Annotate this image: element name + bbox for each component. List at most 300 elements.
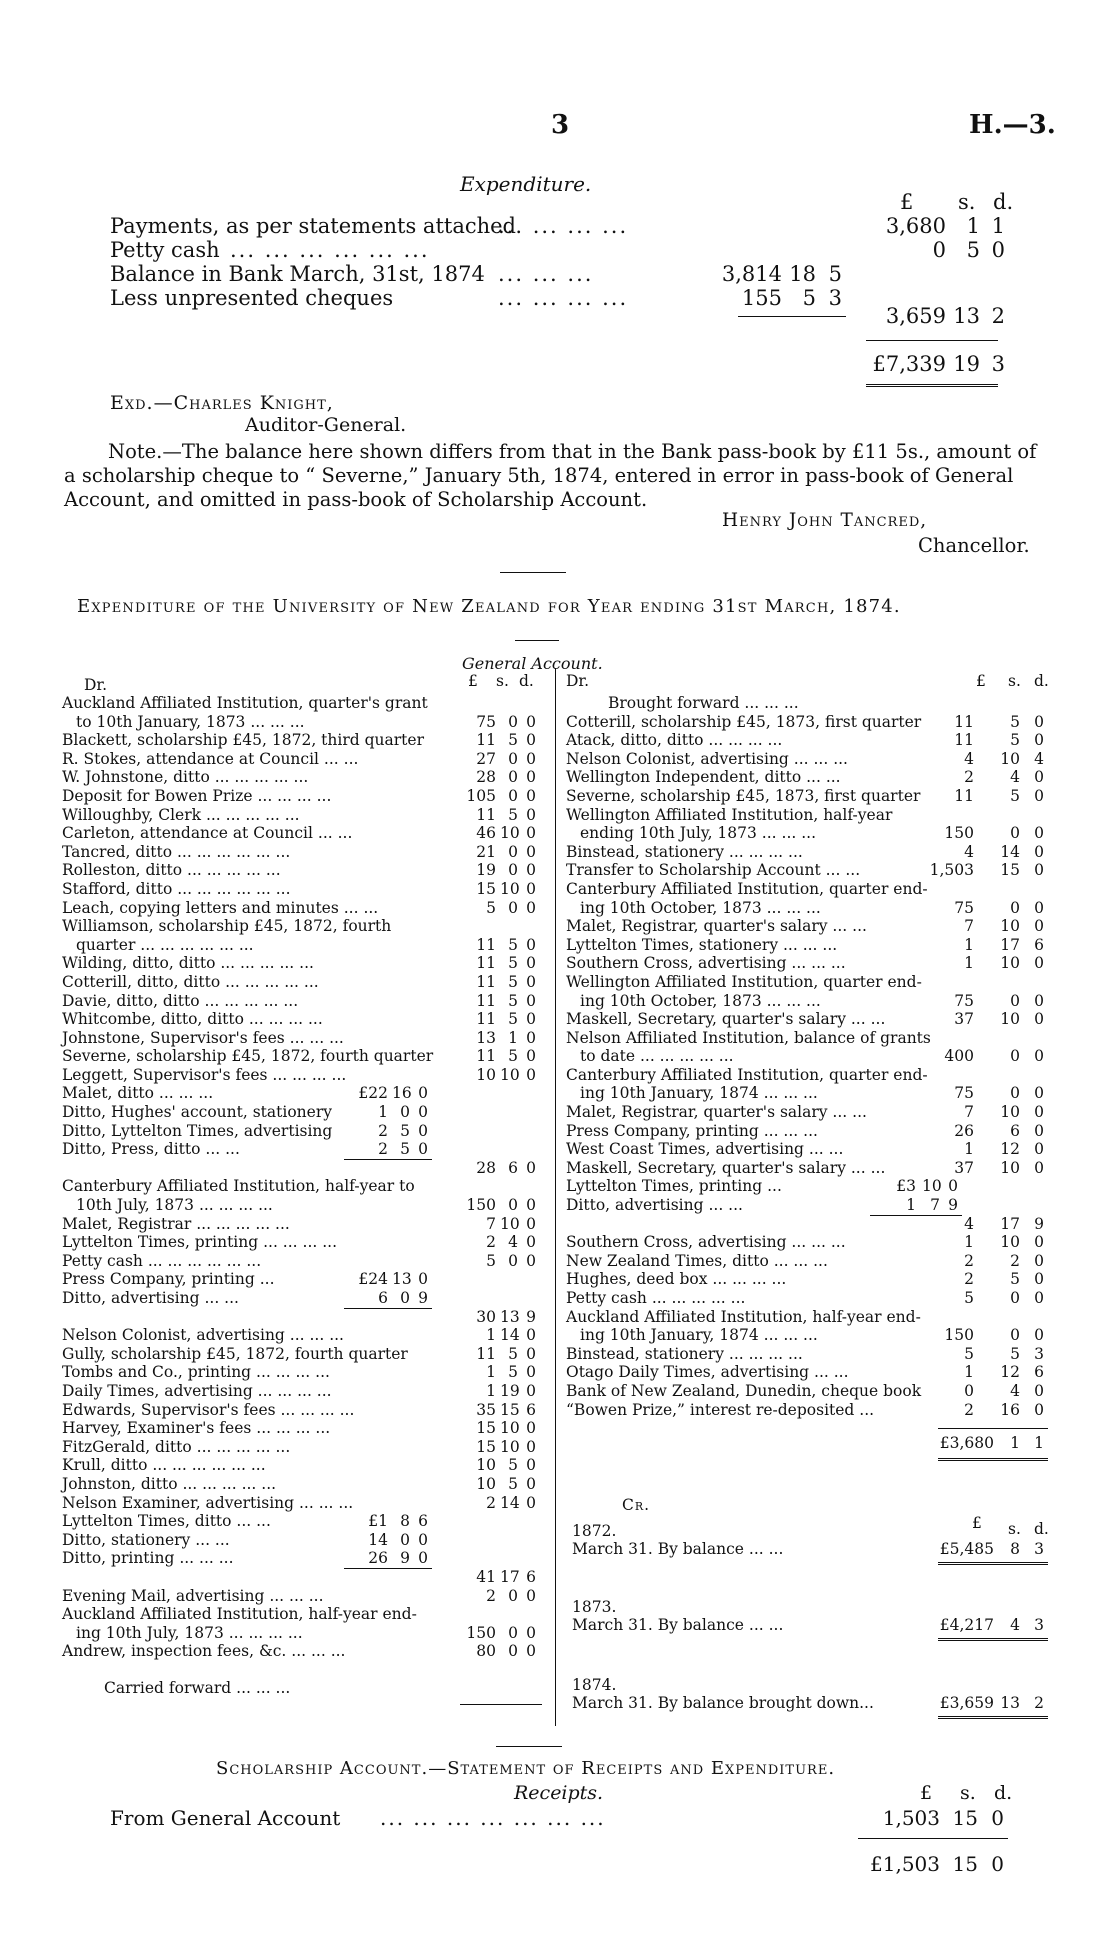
left-ledger-row bbox=[62, 1047, 542, 1066]
scholarship-item-label: From General Account bbox=[110, 1806, 341, 1830]
left-head-pence: d. bbox=[519, 672, 534, 690]
left-row-pence: 0 bbox=[526, 1196, 536, 1215]
left-row-pounds: 11 bbox=[476, 805, 496, 824]
note-line-1: Note.—The balance here shown differs from that in the Bank pass-book by £11 5s., amount of bbox=[108, 440, 1037, 463]
expenditure-title: Expenditure. bbox=[460, 172, 592, 196]
right-row-label: Canterbury Affiliated Institution, quarter end- bbox=[566, 879, 928, 898]
right-ledger-row bbox=[566, 973, 1056, 992]
right-row-shillings: 6 bbox=[1010, 1121, 1020, 1140]
right-row-shillings: 4 bbox=[1010, 1381, 1020, 1400]
left-ledger-row bbox=[62, 806, 542, 825]
right-ledger-row bbox=[566, 1177, 1056, 1196]
left-ledger-row bbox=[62, 694, 542, 713]
left-ledger-row bbox=[62, 1531, 542, 1550]
right-ledger-row bbox=[566, 731, 1056, 750]
left-ledger-row bbox=[62, 1289, 542, 1308]
left-row-pounds: 30 bbox=[476, 1307, 496, 1326]
left-row-label: Blackett, scholarship £45, 1872, third quarter bbox=[62, 731, 424, 750]
left-row-pounds: 75 bbox=[476, 712, 496, 731]
left-row-label: Malet, ditto ... ... ... bbox=[62, 1084, 214, 1103]
right-row-sub-pence: 0 bbox=[948, 1177, 958, 1196]
right-row-pounds: 7 bbox=[964, 917, 974, 936]
expenditure-sub-shillings: 18 bbox=[789, 262, 816, 286]
right-row-label: ing 10th January, 1874 ... ... ... bbox=[580, 1084, 818, 1103]
left-row-pounds: 11 bbox=[476, 1010, 496, 1029]
scholarship-item-pence: 0 bbox=[991, 1806, 1004, 1830]
right-total-double-rule bbox=[938, 1458, 1048, 1461]
balance-year: 1873. bbox=[572, 1598, 617, 1616]
title-rule bbox=[515, 640, 559, 641]
left-row-pence: 0 bbox=[526, 1437, 536, 1456]
right-ledger-row bbox=[566, 899, 1056, 918]
left-row-pence: 0 bbox=[526, 1456, 536, 1475]
right-row-shillings: 0 bbox=[1010, 1047, 1020, 1066]
left-row-label: Nelson Examiner, advertising ... ... ... bbox=[62, 1493, 354, 1512]
scholarship-divider bbox=[496, 1746, 562, 1747]
left-ledger-row bbox=[62, 1512, 542, 1531]
left-ledger-row bbox=[62, 1363, 542, 1382]
left-row-shillings: 0 bbox=[508, 898, 518, 917]
right-row-shillings: 10 bbox=[1000, 1103, 1020, 1122]
left-row-label: Auckland Affiliated Institution, half-year end- bbox=[62, 1605, 417, 1624]
left-row-shillings: 0 bbox=[508, 1586, 518, 1605]
left-ledger-row bbox=[62, 880, 542, 899]
left-ledger-row bbox=[62, 731, 542, 750]
left-row-label: Deposit for Bowen Prize ... ... ... ... bbox=[62, 786, 332, 805]
document-ref: H.—3. bbox=[969, 110, 1056, 140]
right-row-label: Malet, Registrar, quarter's salary ... ... bbox=[566, 917, 867, 936]
right-row-shillings: 0 bbox=[1010, 824, 1020, 843]
left-row-pounds: 2 bbox=[486, 1493, 496, 1512]
left-row-pounds: 5 bbox=[486, 898, 496, 917]
right-ledger-row bbox=[566, 713, 1056, 732]
right-ledger-row bbox=[566, 1270, 1056, 1289]
left-row-pence: 0 bbox=[526, 1065, 536, 1084]
right-ledger-row bbox=[566, 806, 1056, 825]
right-row-label: “Bowen Prize,” interest re-deposited ... bbox=[566, 1400, 875, 1419]
left-row-label: Nelson Colonist, advertising ... ... ... bbox=[62, 1326, 344, 1345]
total-shillings: 19 bbox=[953, 352, 980, 376]
right-row-label: Cotterill, scholarship £45, 1873, first quarter bbox=[566, 712, 922, 731]
left-row-pence: 0 bbox=[526, 1233, 536, 1252]
left-row-shillings: 5 bbox=[508, 805, 518, 824]
right-row-label: Transfer to Scholarship Account ... ... bbox=[566, 861, 861, 880]
left-row-sub-pounds: £24 bbox=[358, 1270, 388, 1289]
left-row-shillings: 0 bbox=[508, 768, 518, 787]
right-row-pence: 0 bbox=[1034, 1047, 1044, 1066]
left-row-sub-pence: 0 bbox=[418, 1103, 428, 1122]
left-row-shillings: 0 bbox=[508, 842, 518, 861]
left-ledger-row bbox=[62, 992, 542, 1011]
left-row-shillings: 10 bbox=[500, 1437, 520, 1456]
left-row-pence: 9 bbox=[526, 1307, 536, 1326]
expenditure-item-label: Petty cash bbox=[110, 238, 220, 262]
left-ledger-row bbox=[62, 1159, 542, 1178]
balance-pounds: 3,659 bbox=[885, 304, 946, 328]
left-row-pence: 0 bbox=[526, 1251, 536, 1270]
left-row-sub-pence: 0 bbox=[418, 1549, 428, 1568]
left-row-pence: 0 bbox=[526, 861, 536, 880]
left-row-label: to 10th January, 1873 ... ... ... bbox=[76, 712, 305, 731]
left-row-shillings: 0 bbox=[508, 1196, 518, 1215]
left-ledger-row bbox=[62, 1661, 542, 1680]
right-row-label: Petty cash ... ... ... ... ... bbox=[566, 1289, 746, 1307]
left-row-pence: 0 bbox=[526, 898, 536, 917]
left-row-label: Willoughby, Clerk ... ... ... ... ... bbox=[62, 805, 300, 824]
left-row-sub-shillings: 9 bbox=[400, 1549, 410, 1568]
left-row-pounds: 11 bbox=[476, 991, 496, 1010]
right-row-pence: 0 bbox=[1034, 1103, 1044, 1122]
cr-head-pounds: £ bbox=[972, 1514, 982, 1532]
left-row-pence: 0 bbox=[526, 1158, 536, 1177]
left-row-pounds: 1 bbox=[486, 1381, 496, 1400]
left-row-pounds: 35 bbox=[476, 1400, 496, 1419]
left-row-shillings: 0 bbox=[508, 712, 518, 731]
right-row-shillings: 0 bbox=[1010, 1326, 1020, 1345]
right-row-pounds: 5 bbox=[964, 1289, 974, 1307]
expenditure-sub-pounds: 3,814 bbox=[721, 262, 782, 286]
left-row-label: R. Stokes, attendance at Council ... ... bbox=[62, 749, 359, 768]
right-head-shillings: s. bbox=[1008, 672, 1021, 690]
right-row-pence: 0 bbox=[1034, 1270, 1044, 1289]
right-row-label: ing 10th October, 1873 ... ... ... bbox=[580, 898, 821, 917]
left-ledger-row bbox=[62, 843, 542, 862]
left-row-label: quarter ... ... ... ... ... ... bbox=[76, 935, 254, 954]
right-ledger-row bbox=[566, 1084, 1056, 1103]
left-row-sub-shillings: 5 bbox=[400, 1140, 410, 1159]
expenditure-item-shillings: 1 bbox=[966, 214, 980, 238]
right-row-label: Hughes, deed box ... ... ... ... bbox=[566, 1270, 787, 1289]
right-row-label: Binstead, stationery ... ... ... ... bbox=[566, 842, 803, 861]
left-row-pence: 0 bbox=[526, 1028, 536, 1047]
right-row-pence: 0 bbox=[1034, 1084, 1044, 1103]
right-row-pence: 0 bbox=[1034, 1158, 1044, 1177]
left-row-pence: 0 bbox=[526, 991, 536, 1010]
right-row-shillings: 10 bbox=[1000, 1010, 1020, 1029]
right-row-pounds: 150 bbox=[944, 824, 974, 843]
right-row-shillings: 16 bbox=[1000, 1400, 1020, 1419]
section-divider bbox=[500, 572, 566, 573]
right-row-pence: 0 bbox=[1034, 786, 1044, 805]
left-row-sub-pence: 0 bbox=[418, 1121, 428, 1140]
left-row-label: Ditto, stationery ... ... bbox=[62, 1530, 230, 1549]
left-row-label: Wilding, ditto, ditto ... ... ... ... ... bbox=[62, 954, 314, 973]
left-row-shillings: 13 bbox=[500, 1307, 520, 1326]
left-row-label: Gully, scholarship £45, 1872, fourth quarter bbox=[62, 1344, 408, 1363]
right-row-label: Southern Cross, advertising ... ... ... bbox=[566, 1233, 846, 1252]
left-row-label: Daily Times, advertising ... ... ... ... bbox=[62, 1381, 332, 1400]
right-row-shillings: 4 bbox=[1010, 768, 1020, 787]
right-ledger-row bbox=[566, 992, 1056, 1011]
right-row-label: Bank of New Zealand, Dunedin, cheque book bbox=[566, 1381, 922, 1400]
right-row-shillings: 2 bbox=[1010, 1251, 1020, 1270]
left-row-shillings: 6 bbox=[508, 1158, 518, 1177]
left-row-sub-pence: 0 bbox=[418, 1270, 428, 1289]
left-row-sub-shillings: 8 bbox=[400, 1512, 410, 1531]
left-ledger-row bbox=[62, 1029, 542, 1048]
expenditure-item-dots: ... ... ... bbox=[498, 262, 594, 286]
left-row-label: Carleton, attendance at Council ... ... bbox=[62, 824, 353, 843]
right-head-pence: d. bbox=[1034, 672, 1049, 690]
right-ledger-row bbox=[566, 694, 1056, 713]
right-row-label: West Coast Times, advertising ... ... bbox=[566, 1140, 844, 1159]
left-row-shillings: 5 bbox=[508, 1474, 518, 1493]
left-row-label: Leach, copying letters and minutes ... ... bbox=[62, 898, 379, 917]
left-row-pounds: 19 bbox=[476, 861, 496, 880]
balance-shillings: 8 bbox=[1010, 1540, 1020, 1558]
right-row-shillings: 12 bbox=[1000, 1140, 1020, 1159]
left-row-shillings: 14 bbox=[500, 1326, 520, 1345]
right-ledger-row bbox=[566, 787, 1056, 806]
right-row-pounds: 37 bbox=[954, 1158, 974, 1177]
left-row-sub-shillings: 0 bbox=[400, 1103, 410, 1122]
right-ledger-row bbox=[566, 1363, 1056, 1382]
left-row-shillings: 5 bbox=[508, 1456, 518, 1475]
left-row-sub-pence: 0 bbox=[418, 1084, 428, 1103]
right-head-pounds: £ bbox=[976, 672, 986, 690]
left-row-shillings: 5 bbox=[508, 1010, 518, 1029]
left-row-pounds: 1 bbox=[486, 1326, 496, 1345]
left-ledger-row bbox=[62, 1103, 542, 1122]
left-row-shillings: 0 bbox=[508, 749, 518, 768]
left-row-label: Evening Mail, advertising ... ... ... bbox=[62, 1586, 324, 1605]
right-row-shillings: 5 bbox=[1010, 712, 1020, 731]
left-row-pounds: 11 bbox=[476, 731, 496, 750]
left-row-pounds: 11 bbox=[476, 954, 496, 973]
left-ledger-row bbox=[62, 861, 542, 880]
right-row-pounds: 4 bbox=[964, 842, 974, 861]
right-ledger-row bbox=[566, 750, 1056, 769]
right-row-sub-pence: 9 bbox=[948, 1196, 958, 1215]
left-row-shillings: 14 bbox=[500, 1493, 520, 1512]
left-row-pence: 0 bbox=[526, 1010, 536, 1029]
right-ledger-row bbox=[566, 917, 1056, 936]
right-row-pence: 0 bbox=[1034, 861, 1044, 880]
left-row-pence: 0 bbox=[526, 954, 536, 973]
left-row-sub-pounds: 2 bbox=[378, 1121, 388, 1140]
scholarship-item-shillings: 15 bbox=[952, 1806, 978, 1830]
right-row-shillings: 0 bbox=[1010, 898, 1020, 917]
left-row-label: Krull, ditto ... ... ... ... ... ... bbox=[62, 1456, 266, 1475]
left-row-pounds: 105 bbox=[466, 786, 496, 805]
left-row-pounds: 11 bbox=[476, 972, 496, 991]
left-ledger-row bbox=[62, 1642, 542, 1661]
right-row-pounds: 4 bbox=[964, 1214, 974, 1233]
left-row-pence: 0 bbox=[526, 1326, 536, 1345]
left-row-label: Stafford, ditto ... ... ... ... ... ... bbox=[62, 879, 291, 898]
left-ledger-row bbox=[62, 1624, 542, 1643]
right-row-pence: 4 bbox=[1034, 749, 1044, 768]
expenditure-item-pounds: 0 bbox=[932, 238, 946, 262]
col-head-shillings: s. bbox=[958, 190, 976, 214]
left-row-sub-pence: 0 bbox=[418, 1530, 428, 1549]
right-ledger-row bbox=[566, 861, 1056, 880]
right-row-label: Otago Daily Times, advertising ... ... bbox=[566, 1363, 849, 1382]
left-row-shillings: 0 bbox=[508, 1623, 518, 1642]
right-row-label: Lyttelton Times, stationery ... ... ... bbox=[566, 935, 838, 954]
left-row-pounds: 80 bbox=[476, 1642, 496, 1661]
right-row-shillings: 10 bbox=[1000, 954, 1020, 973]
left-ledger-row bbox=[62, 750, 542, 769]
right-row-label: Lyttelton Times, printing ... bbox=[566, 1177, 782, 1196]
left-row-pounds: 11 bbox=[476, 1047, 496, 1066]
right-dr-label: Dr. bbox=[566, 672, 590, 690]
left-row-label: ing 10th July, 1873 ... ... ... ... bbox=[76, 1623, 303, 1642]
right-row-pence: 0 bbox=[1034, 898, 1044, 917]
left-ledger-row bbox=[62, 768, 542, 787]
left-row-pounds: 13 bbox=[476, 1028, 496, 1047]
left-ledger bbox=[62, 694, 542, 1698]
left-ledger-row bbox=[62, 1196, 542, 1215]
cr-head-shillings: s. bbox=[1008, 1520, 1021, 1538]
right-row-pounds: 5 bbox=[964, 1344, 974, 1363]
left-row-shillings: 15 bbox=[500, 1400, 520, 1419]
right-row-pounds: 75 bbox=[954, 991, 974, 1010]
right-row-pounds: 1 bbox=[964, 954, 974, 973]
left-row-pounds: 28 bbox=[476, 1158, 496, 1177]
left-ledger-row bbox=[62, 824, 542, 843]
scholarship-item-dots: ... ... ... ... ... ... ... bbox=[380, 1806, 606, 1830]
left-row-shillings: 4 bbox=[508, 1233, 518, 1252]
left-row-label: 10th July, 1873 ... ... ... ... bbox=[76, 1196, 273, 1215]
left-row-shillings: 5 bbox=[508, 935, 518, 954]
left-row-pence: 0 bbox=[526, 1381, 536, 1400]
left-ledger-row bbox=[62, 1140, 542, 1159]
right-row-pence: 0 bbox=[1034, 1289, 1044, 1307]
right-ledger-row bbox=[566, 1122, 1056, 1141]
right-row-pence: 0 bbox=[1034, 991, 1044, 1010]
note-line-2: a scholarship cheque to “ Severne,” January 5th, 1874, entered in error in pass-book of General bbox=[64, 464, 1014, 487]
left-row-pounds: 10 bbox=[476, 1065, 496, 1084]
right-row-label: Nelson Affiliated Institution, balance of grants bbox=[566, 1028, 931, 1047]
left-row-shillings: 0 bbox=[508, 1251, 518, 1270]
left-row-pounds: 15 bbox=[476, 1419, 496, 1438]
right-row-pounds: 1 bbox=[964, 1140, 974, 1159]
cr-label: Cr. bbox=[622, 1496, 651, 1514]
subtotal-rule bbox=[738, 316, 846, 317]
left-row-shillings: 5 bbox=[508, 731, 518, 750]
col-head-pounds: £ bbox=[900, 190, 914, 214]
right-row-label: Wellington Independent, ditto ... ... bbox=[566, 768, 841, 787]
left-row-sub-pounds: £1 bbox=[368, 1512, 388, 1531]
left-row-label: Lyttelton Times, ditto ... ... bbox=[62, 1512, 271, 1531]
left-row-pence: 0 bbox=[526, 1642, 536, 1661]
balance-pounds: £3,659 bbox=[939, 1694, 994, 1712]
left-row-pence: 0 bbox=[526, 712, 536, 731]
left-row-label: Press Company, printing ... bbox=[62, 1270, 275, 1289]
right-row-pounds: 11 bbox=[954, 786, 974, 805]
right-row-pence: 0 bbox=[1034, 917, 1044, 936]
scholarship-total-rule bbox=[858, 1838, 1008, 1839]
right-row-pence: 0 bbox=[1034, 1010, 1044, 1029]
left-ledger-row bbox=[62, 1587, 542, 1606]
left-ledger-row bbox=[62, 1382, 542, 1401]
right-row-pence: 0 bbox=[1034, 1381, 1044, 1400]
left-row-label: Johnston, ditto ... ... ... ... ... bbox=[62, 1474, 277, 1493]
left-row-label: Severne, scholarship £45, 1872, fourth quarter bbox=[62, 1047, 434, 1066]
balance-pence: 3 bbox=[1034, 1540, 1044, 1558]
right-row-shillings: 5 bbox=[1010, 731, 1020, 750]
left-row-pounds: 10 bbox=[476, 1474, 496, 1493]
expenditure-item-pence: 0 bbox=[991, 238, 1005, 262]
left-head-pounds: £ bbox=[468, 672, 478, 690]
left-ledger-row bbox=[62, 1308, 542, 1327]
right-row-pounds: 150 bbox=[944, 1326, 974, 1345]
right-row-pence: 0 bbox=[1034, 1400, 1044, 1419]
right-row-pounds: 1 bbox=[964, 1233, 974, 1252]
right-row-pounds: 1 bbox=[964, 1363, 974, 1382]
total-double-rule bbox=[866, 384, 998, 387]
left-row-shillings: 5 bbox=[508, 1344, 518, 1363]
note-line-3: Account, and omitted in pass-book of Scholarship Account. bbox=[64, 488, 648, 511]
left-row-pounds: 150 bbox=[466, 1623, 496, 1642]
right-row-label: Binstead, stationery ... ... ... ... bbox=[566, 1344, 803, 1363]
left-row-pounds: 28 bbox=[476, 768, 496, 787]
left-row-sub-pounds: 2 bbox=[378, 1140, 388, 1159]
left-ledger-row bbox=[62, 1233, 542, 1252]
right-ledger-row bbox=[566, 1010, 1056, 1029]
left-ledger-row bbox=[62, 1122, 542, 1141]
right-ledger-row bbox=[566, 843, 1056, 862]
left-ledger-row bbox=[62, 1438, 542, 1457]
left-row-pence: 0 bbox=[526, 824, 536, 843]
right-ledger-row bbox=[566, 1326, 1056, 1345]
balance-pence: 3 bbox=[1034, 1616, 1044, 1634]
right-ledger-row bbox=[566, 1159, 1056, 1178]
right-total-pounds: £3,680 bbox=[939, 1434, 994, 1452]
balance-shillings: 13 bbox=[953, 304, 980, 328]
right-ledger-row bbox=[566, 1103, 1056, 1122]
balance-pounds: £5,485 bbox=[939, 1540, 994, 1558]
auditor-title: Auditor-General. bbox=[245, 414, 407, 436]
left-row-shillings: 10 bbox=[500, 879, 520, 898]
left-row-shillings: 10 bbox=[500, 1214, 520, 1233]
total-pounds: £7,339 bbox=[872, 352, 946, 376]
left-row-pence: 0 bbox=[526, 1474, 536, 1493]
right-row-shillings: 5 bbox=[1010, 1270, 1020, 1289]
right-ledger-row bbox=[566, 768, 1056, 787]
scholarship-item-pounds: 1,503 bbox=[882, 1806, 940, 1830]
right-ledger bbox=[566, 694, 1056, 1419]
balance-label: March 31. By balance ... ... bbox=[572, 1616, 784, 1634]
expenditure-item-dots: ... ... ... ... bbox=[498, 214, 629, 238]
left-row-shillings: 19 bbox=[500, 1381, 520, 1400]
right-row-pence: 0 bbox=[1034, 824, 1044, 843]
right-row-label: Wellington Affiliated Institution, quarter end- bbox=[566, 972, 922, 991]
right-row-label: to date ... ... ... ... ... bbox=[580, 1047, 734, 1066]
left-row-pounds: 27 bbox=[476, 749, 496, 768]
left-row-pence: 0 bbox=[526, 935, 536, 954]
left-row-label: Ditto, Press, ditto ... ... bbox=[62, 1140, 240, 1159]
left-ledger-row bbox=[62, 1401, 542, 1420]
balance-shillings: 13 bbox=[1000, 1694, 1020, 1712]
right-row-shillings: 15 bbox=[1000, 861, 1020, 880]
ledger-divider bbox=[555, 668, 556, 1726]
signatory-name: Henry John Tancred, bbox=[722, 510, 928, 531]
left-row-pounds: 10 bbox=[476, 1456, 496, 1475]
right-row-pounds: 75 bbox=[954, 1084, 974, 1103]
left-row-sub-pounds: £22 bbox=[358, 1084, 388, 1103]
left-row-sub-pence: 6 bbox=[418, 1512, 428, 1531]
left-row-label: Williamson, scholarship £45, 1872, fourth bbox=[62, 917, 392, 936]
right-row-pence: 0 bbox=[1034, 842, 1044, 861]
right-row-label: Ditto, advertising ... ... bbox=[566, 1196, 743, 1215]
right-ledger-row bbox=[566, 1382, 1056, 1401]
left-row-pence: 0 bbox=[526, 731, 536, 750]
expenditure-sub-pence: 3 bbox=[828, 286, 842, 310]
right-row-pounds: 75 bbox=[954, 898, 974, 917]
right-row-pence: 0 bbox=[1034, 768, 1044, 787]
